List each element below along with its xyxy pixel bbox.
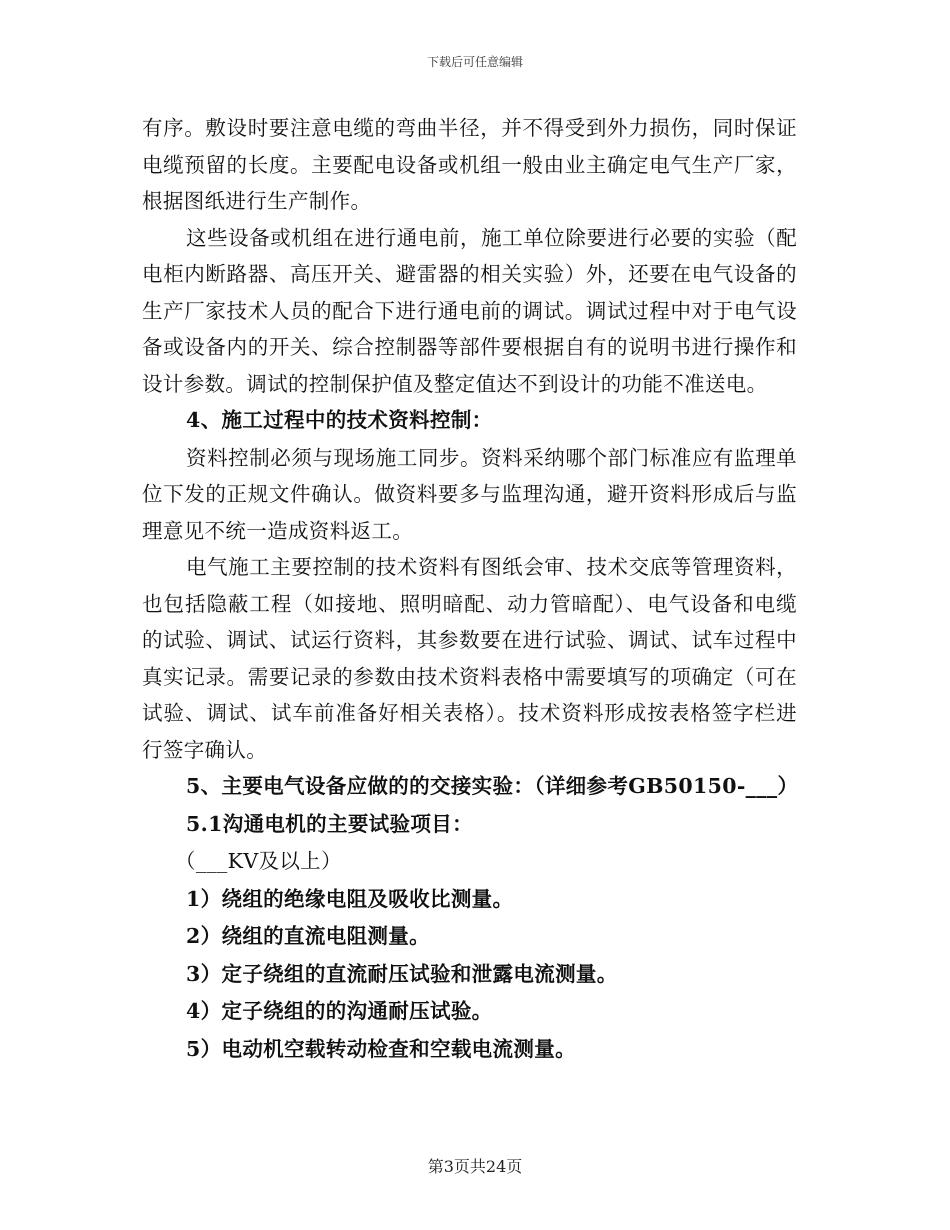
paragraph-commissioning: 这些设备或机组在进行通电前，施工单位除要进行必要的实验（配电柜内断路器、高压开关、避雷器的相关实验）外，还要在电气设备的生产厂家技术人员的配合下进行通电前的调试。调试过程中对于电气设备或设备内的开关、综合控制器等部件要根据自有的说明书进行操作和设计参数。调试的控制保护值及整定值达不到设计的功能不准送电。 (142, 225, 797, 396)
document-body (142, 110, 797, 1068)
paragraph-document-sync: 资料控制必须与现场施工同步。资料采纳哪个部门标准应有监理单位下发的正规文件确认。做资料要多与监理沟通，避开资料形成后与监理意见不统一造成资料返工。 (142, 445, 797, 543)
paragraph-cable-laying: 有序。敷设时要注意电缆的弯曲半径，并不得受到外力损伤，同时保证电缆预留的长度。主要配电设备或机组一般由业主确定电气生产厂家，根据图纸进行生产制作。 (142, 116, 797, 213)
section-heading-5-1: 5.1沟通电机的主要试验项目： (186, 811, 473, 836)
list-item: 4）定子绕组的的沟通耐压试验。 (186, 999, 493, 1023)
list-item: 5）电动机空载转动检查和空载电流测量。 (186, 1036, 576, 1061)
voltage-note: （___KV及以上） (175, 849, 342, 873)
section-heading-5: 5、主要电气设备应做的的交接实验：（详细参考GB50150-___） (186, 774, 799, 798)
list-item: 1）绕组的绝缘电阻及吸收比测量。 (186, 886, 514, 911)
section-heading-4: 4、施工过程中的技术资料控制： (186, 408, 493, 432)
list-item: 2）绕组的直流电阻测量。 (186, 924, 430, 948)
page-number: 第3页共24页 (427, 1157, 523, 1176)
page-header: 下载后可任意编辑 (426, 55, 523, 69)
list-item: 3）定子绕组的直流耐压试验和泄露电流测量。 (186, 961, 618, 986)
paragraph-technical-records: 电气施工主要控制的技术资料有图纸会审、技术交底等管理资料，也包括隐蔽工程（如接地、照明暗配、动力管暗配）、电气设备和电缆的试验、调试、试运行资料，其参数要在进行试验、调试、试车过程中真实记录。需要记录的参数由技术资料表格中需要填写的项确定（可在试验、调试、试车前准备好相关表格）。技术资料形成按表格签字栏进行签字确认。 (142, 555, 797, 762)
